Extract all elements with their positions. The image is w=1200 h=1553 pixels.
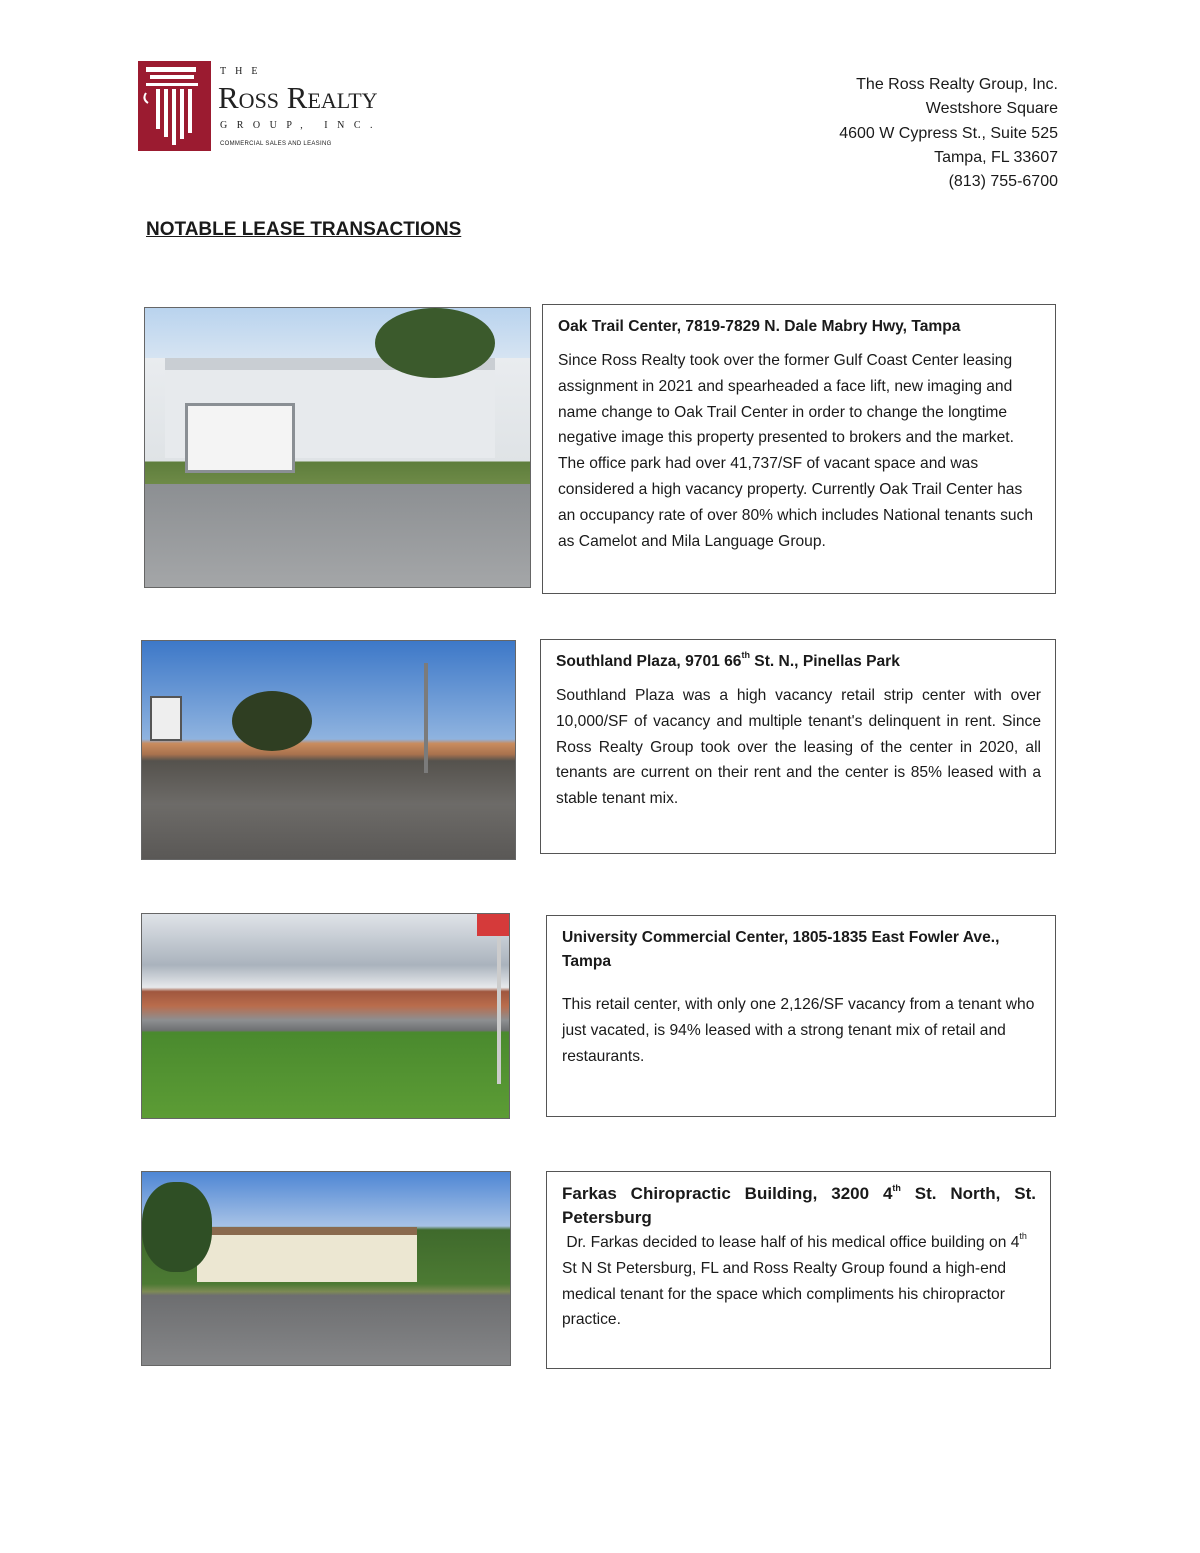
address-line: The Ross Realty Group, Inc. — [856, 76, 1058, 93]
logo-mark — [138, 61, 211, 151]
transaction-body — [562, 1230, 1036, 1333]
transaction-title — [556, 650, 1041, 674]
page-heading: NOTABLE LEASE TRANSACTIONS — [146, 219, 462, 240]
body-text: Dr. Farkas decided to lease half of his medical office building on 4 — [562, 1234, 1020, 1251]
transaction-title — [562, 1182, 1036, 1230]
address-line: Westshore Square — [925, 100, 1058, 118]
address-phone: (813) 755-6700 — [948, 173, 1058, 191]
logo-group: GROUP, INC. — [220, 120, 383, 131]
oak-trail-photo — [144, 307, 531, 588]
title-sup: th — [741, 650, 750, 660]
title-sup: th — [892, 1183, 901, 1193]
transaction-card — [540, 639, 1056, 854]
logo-the: THE — [220, 66, 267, 77]
body-sup: th — [1019, 1231, 1027, 1241]
transaction-card — [542, 304, 1056, 594]
logo-name: Ross Realty — [218, 80, 378, 115]
university-commercial-photo — [141, 913, 510, 1119]
title-text: Southland Plaza, 9701 66 — [556, 653, 742, 670]
transaction-body: Southland Plaza was a high vacancy retail strip center with over 10,000/SF of vacancy and multiple tenant's delinquent in rent. Since Ross Realty Group took over the leasing of the center in 2020, all tenants are current on their rent and the center is 85% leased with a stable tenant mix. — [556, 687, 1041, 808]
company-address — [839, 73, 1058, 194]
southland-plaza-photo — [141, 640, 516, 860]
logo-tagline: COMMERCIAL SALES AND LEASING — [220, 141, 332, 147]
title-text: St. North, St. Petersburg — [562, 1184, 1036, 1227]
title-text: St. N., Pinellas Park — [749, 653, 900, 670]
title-text: Farkas Chiropractic Building, 3200 4 — [562, 1184, 893, 1203]
body-text: St N St Petersburg, FL and Ross Realty Group found a high-end medical tenant for the space which compliments his chiropractor practice. — [562, 1234, 1032, 1329]
farkas-chiropractic-photo — [141, 1171, 511, 1366]
transaction-title: University Commercial Center, 1805-1835 East Fowler Ave., Tampa — [562, 929, 1000, 970]
transaction-body: This retail center, with only one 2,126/SF vacancy from a tenant who just vacated, is 94% leased with a strong tenant mix of retail and restaurants. — [562, 996, 1035, 1065]
address-line: Tampa, FL 33607 — [934, 148, 1058, 166]
transaction-body: Since Ross Realty took over the former Gulf Coast Center leasing assignment in 2021 and spearheaded a face lift, new imaging and name change to Oak Trail Center in order to change the longtime negative image this property presented to brokers and the market. The office park had over 41,737/SF of vacant space and was considered a high vacancy property. Currently Oak Trail Center has an occupancy rate of over 80% which includes National tenants such as Camelot and Mila Language Group. — [558, 352, 1034, 550]
address-line: 4600 W Cypress St., Suite 525 — [839, 124, 1058, 142]
transaction-title: Oak Trail Center, 7819-7829 N. Dale Mabry Hwy, Tampa — [558, 318, 961, 335]
transaction-card — [546, 1171, 1051, 1369]
transaction-card — [546, 915, 1056, 1117]
